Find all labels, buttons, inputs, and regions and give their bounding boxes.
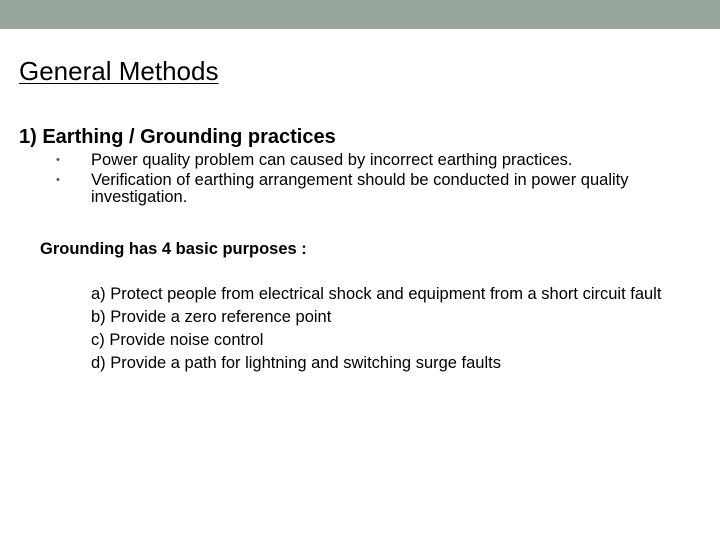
bullet-text: Power quality problem can caused by incorrect earthing practices. <box>91 151 573 169</box>
section-heading: 1) Earthing / Grounding practices <box>19 126 336 148</box>
bullet-item <box>56 172 666 207</box>
bullet-list <box>56 152 666 209</box>
top-accent-bar <box>0 0 720 29</box>
purpose-item-a: a) Protect people from electrical shock and equipment from a short circuit fault <box>91 285 662 303</box>
bullet-dot-icon: • <box>56 154 60 166</box>
purpose-item-d: d) Provide a path for lightning and switching surge faults <box>91 354 501 372</box>
bullet-text: Verification of earthing arrangement should be conducted in power quality investigation. <box>91 170 629 206</box>
purpose-item-c: c) Provide noise control <box>91 331 264 349</box>
slide-title: General Methods <box>19 56 219 86</box>
purposes-list <box>91 285 671 377</box>
purpose-item-b: b) Provide a zero reference point <box>91 308 332 326</box>
bullet-item <box>56 152 666 170</box>
bullet-dot-icon: • <box>56 173 60 186</box>
purposes-heading: Grounding has 4 basic purposes : <box>40 240 307 258</box>
